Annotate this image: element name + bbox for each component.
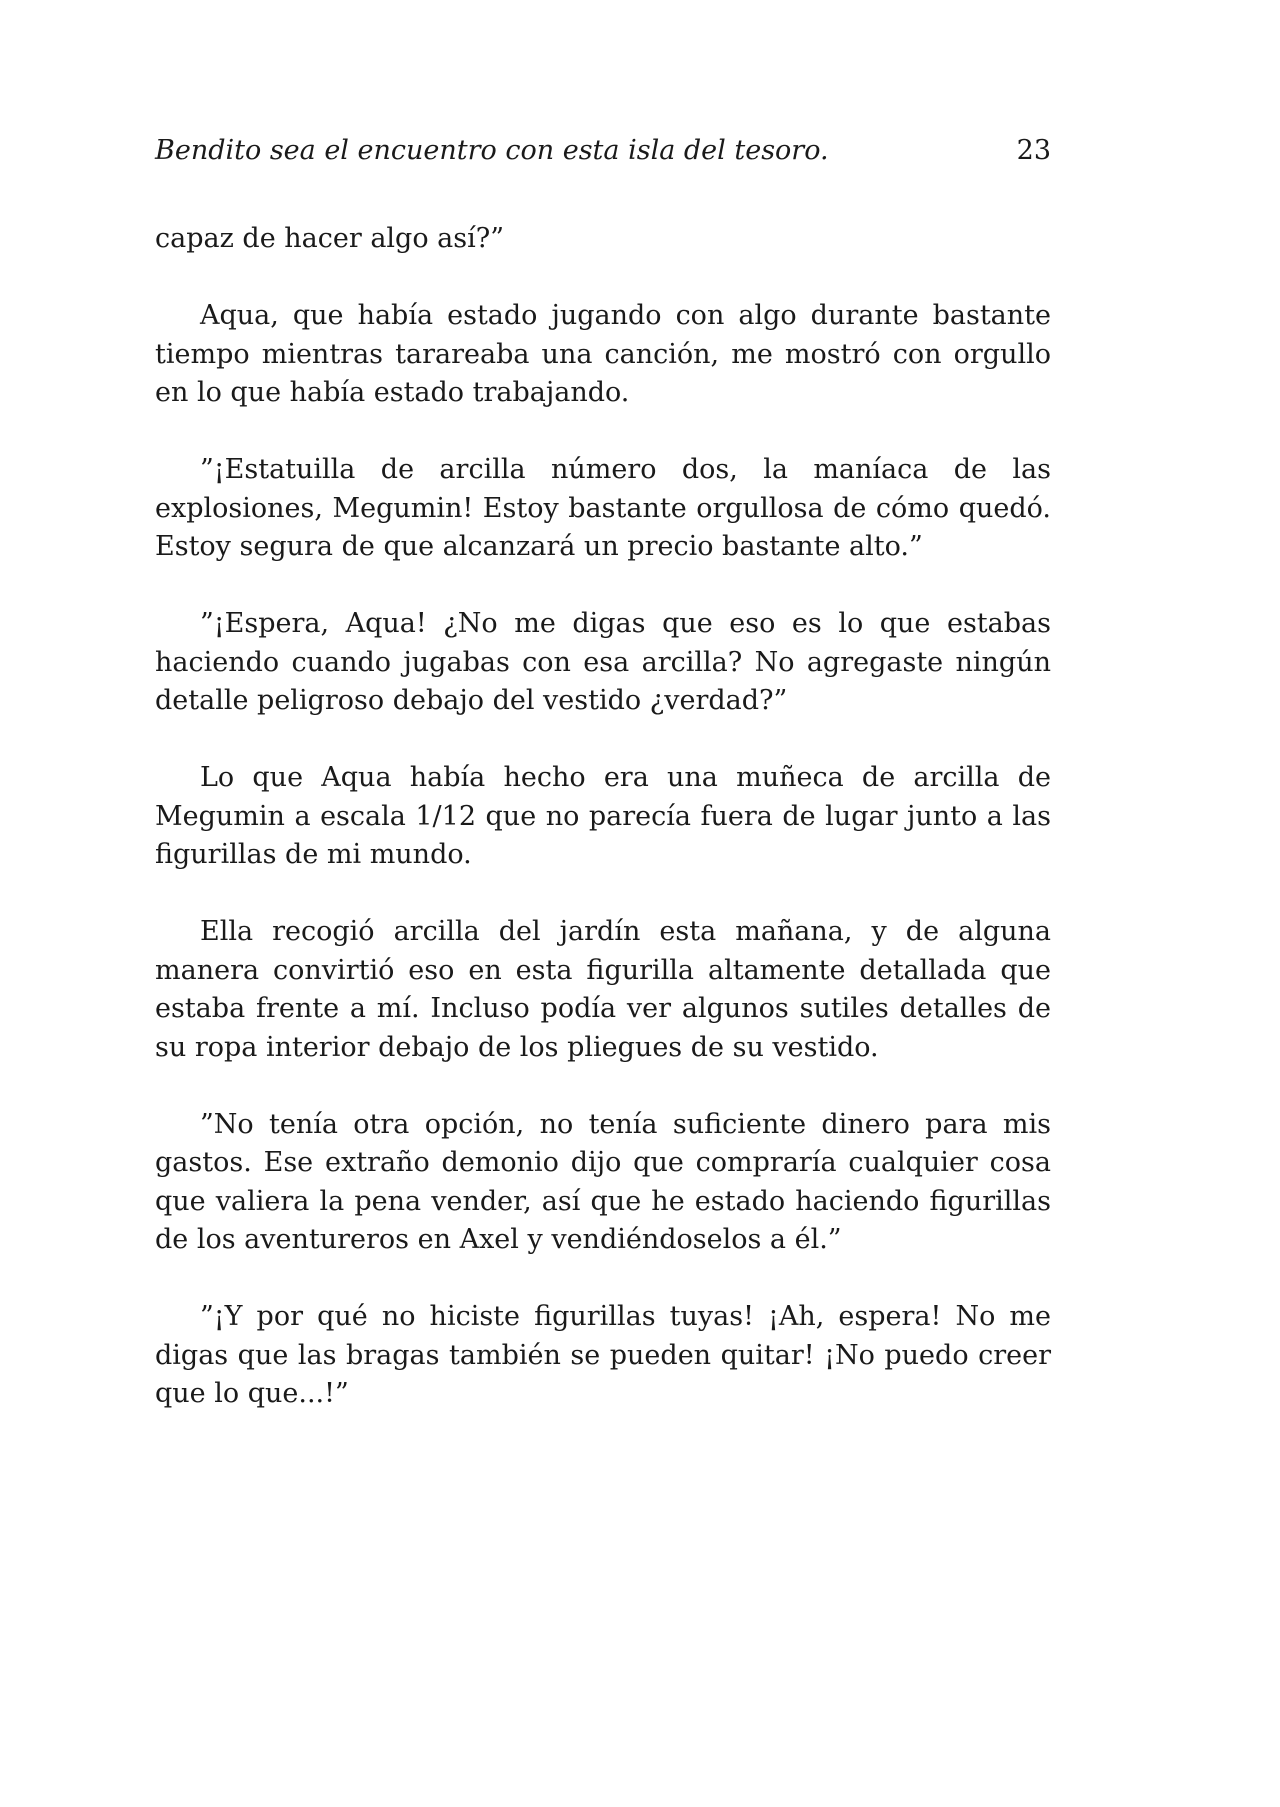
paragraph: Aqua, que había estado jugando con algo durante bastante tiempo mientras tarareaba una canción, me mostró con orgullo en lo que había estado trabajando. — [155, 300, 1051, 408]
running-head — [155, 131, 1051, 171]
paragraph: Lo que Aqua había hecho era una muñeca de arcilla de Megumin a escala 1/12 que no parecía fuera de lugar junto a las figurillas de mi mundo. — [155, 762, 1051, 870]
paragraph: ”¡Estatuilla de arcilla número dos, la maníaca de las explosiones, Megumin! Estoy bastante orgullosa de cómo quedó. Estoy segura de que alcanzará un precio bastante alto.” — [155, 454, 1051, 562]
paragraph: ”¡Espera, Aqua! ¿No me digas que eso es lo que estabas haciendo cuando jugabas con esa arcilla? No agregaste ningún detalle peligroso debajo del vestido ¿verdad?” — [155, 608, 1051, 716]
page-number: 23 — [1016, 135, 1051, 166]
paragraph-continuation: capaz de hacer algo así?” — [155, 223, 505, 254]
paragraph: ”No tenía otra opción, no tenía suficiente dinero para mis gastos. Ese extraño demonio dijo que compraría cualquier cosa que valiera la pena vender, así que he estado haciendo figurillas de los aventureros en Axel y vendiéndoselos a él.” — [155, 1108, 1051, 1255]
running-title: Bendito sea el encuentro con esta isla del tesoro. — [155, 135, 829, 166]
paragraph: ”¡Y por qué no hiciste figurillas tuyas! ¡Ah, espera! No me digas que las bragas también se pueden quitar! ¡No puedo creer que lo que...!” — [155, 1301, 1051, 1409]
body-text — [155, 220, 1051, 1452]
paragraph: Ella recogió arcilla del jardín esta mañana, y de alguna manera convirtió eso en esta figurilla altamente detallada que estaba frente a mí. Incluso podía ver algunos sutiles detalles de su ropa interior debajo de los pliegues de su vestido. — [155, 916, 1051, 1063]
